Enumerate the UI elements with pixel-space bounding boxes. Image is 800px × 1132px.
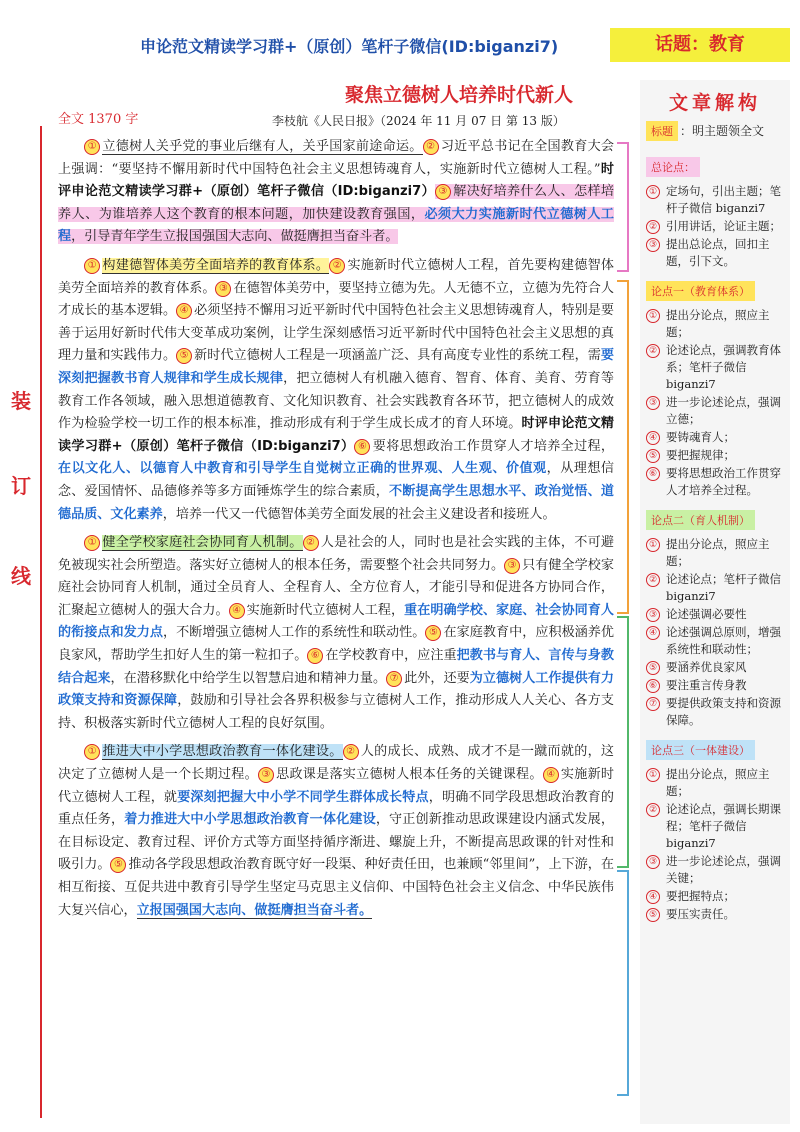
title-note (646, 121, 784, 141)
item-number: ② (646, 573, 660, 587)
sentence: 必须坚持不懈用习近平新时代中国特色社会主义思想铸魂育人，特别是要善于运用好新时代伟大变革成功案例，让学生深刻感悟习近平新时代中国特色社会主义思想的真理力量和实践伟力。 (58, 303, 615, 364)
list-item (646, 571, 784, 605)
item-number: ② (646, 344, 660, 358)
item-text: 要把握特点； (666, 889, 735, 903)
key-phrase: 立报国强国大志向、做挺膺担当奋斗者。 (136, 902, 373, 918)
sub-thesis: 推进大中小学思想政治教育一体化建设。 (102, 744, 343, 760)
item-text: 提出分论点，照应主题； (666, 767, 770, 798)
item-number: ③ (646, 855, 660, 869)
sentence: ，把立德树人有机融入德育、智育、体育、美育、劳育等教育工作各领域，融入思想道德教育、文化知识教育、社会实践教育各环节，把立德树人的成效作为检验学校一切工作的根本标准，推动形成有利于学生成长成才的育人环境。 (58, 370, 615, 432)
sentence: ，不断增强立德树人工作的系统性和联动性。 (162, 625, 426, 641)
sentence: 实施新时代立德树人工程，首先要构建德智体美劳全面培养的教育体系。 (58, 257, 615, 296)
article-source: 李枝航《人民日报》（2024 年 11 月 07 日 第 13 版） (272, 114, 565, 128)
group-title: 申论范文精读学习群+（原创）笔杆子微信(ID:biganzi7) (140, 37, 559, 56)
key-phrase: 要深刻把握教书育人规律和学生成长规律 (58, 348, 615, 386)
list-item (646, 465, 784, 499)
item-number: ① (646, 185, 660, 199)
sentence: ，守正创新推动思政课建设内涵式发展，在目标设定、教育过程、评价方式等方面坚持循序渐进、螺旋上升，不断提高思政课的针对性和吸引力。 (58, 812, 615, 873)
key-phrase: 必须大力实施新时代立德树人工程 (58, 206, 615, 245)
sentence: 实施新时代立德树人工程，就 (58, 767, 615, 805)
item-text: 提出总论点，回扣主题，引下文。 (666, 237, 770, 268)
sentence: 在家庭教育中，应积极涵养优良家风，帮助学生扣好人生的第一粒扣子。 (58, 625, 615, 664)
paragraph-point-1 (58, 255, 614, 526)
sentence: 实施新时代立德树人工程， (246, 602, 405, 618)
sentence-number: ⑦ (386, 671, 402, 687)
sentence: 立德树人关乎党的事业后继有人，关乎国家前途命运。 (102, 139, 423, 154)
item-text: 论述论点；笔杆子微信 biganzi7 (666, 572, 781, 603)
binding-line (40, 126, 42, 1118)
sentence: ，鼓励和引导社会各界积极参与立德树人工作，推动形成人人关心、各方支持、积极落实新时代立德树人工程的良好氛围。 (58, 693, 615, 731)
sentence-number: ④ (176, 303, 192, 319)
item-number: ① (646, 309, 660, 323)
item-text: 要涵养优良家风 (666, 660, 747, 674)
page-header (0, 8, 800, 64)
item-text: 提出分论点，照应主题； (666, 537, 770, 568)
sentence-number: ② (329, 258, 345, 274)
list-item (646, 677, 784, 694)
item-text: 要将思想政治工作贯穿人才培养全过程。 (666, 466, 781, 497)
sentence: ，培养一代又一代德智体美劳全面发展的社会主义建设者和接班人。 (162, 506, 556, 522)
list-item (646, 888, 784, 905)
list-item (646, 536, 784, 570)
promo-text: 时评申论范文精读学习群+（原创）笔杆子微信（ID:biganzi7） (58, 416, 615, 454)
list-item (646, 801, 784, 852)
section-bracket-intro (617, 142, 629, 272)
list-item (646, 394, 784, 428)
item-number: ⑥ (646, 679, 660, 693)
sentence: 在德智体美劳中，要坚持立德为先。人无德不立，立德为先符合人才成长的基本逻辑。 (58, 280, 615, 319)
sentence: 解决好培养什么人、怎样培养人、为谁培养人这个教育的根本问题，加快建设教育强国， (58, 184, 614, 222)
list-item (646, 624, 784, 658)
item-number: ⑤ (646, 449, 660, 463)
sentence: 习近平总书记在全国教育大会上强调：“要坚持不懈用新时代中国特色社会主义思想铸魂育人，实施新时代立德树人工程。” (58, 139, 615, 177)
item-number: ③ (646, 396, 660, 410)
item-number: ⑦ (646, 697, 660, 711)
section-bracket-point-1 (617, 280, 629, 614)
sentence-number: ③ (435, 184, 451, 200)
key-phrase: 重在明确学校、家庭、社会协同育人的衔接点和发力点 (58, 602, 615, 641)
structure-sidebar (640, 80, 790, 1124)
list-item (646, 429, 784, 446)
article-title: 聚焦立德树人培养时代新人 (345, 84, 574, 106)
list-item (646, 853, 784, 887)
list-item (646, 659, 784, 676)
section-bracket-point-3 (617, 870, 629, 1096)
item-text: 论述论点，强调教育体系；笔杆子微信 biganzi7 (666, 343, 781, 391)
item-text: 要压实责任。 (666, 907, 735, 921)
sentence: 新时代立德树人工程是一项涵盖广泛、具有高度专业性的系统工程，需 (194, 348, 601, 364)
list-item (646, 218, 784, 235)
item-number: ④ (646, 431, 660, 445)
section-tag-intro: 总论点： (646, 157, 700, 177)
title-note-text: ：明主题领全文 (680, 124, 765, 138)
item-text: 进一步论述论点，强调立德； (666, 395, 781, 426)
sentence: 思政课是落实立德树人根本任务的关键课程。 (275, 767, 543, 783)
section-tag-point-2: 论点二（育人机制） (646, 510, 755, 530)
item-text: 论述论点，强调长期课程；笔杆子微信 biganzi7 (666, 802, 781, 850)
sentence-number: ③ (504, 558, 520, 574)
binding-char-2: 订 (11, 474, 31, 498)
sentence-number: ⑤ (425, 625, 441, 641)
sentence-number: ② (343, 744, 359, 760)
item-number: ⑤ (646, 908, 660, 922)
sentence-number: ③ (215, 281, 231, 297)
sentence-number: ③ (258, 767, 274, 783)
item-text: 论述强调必要性 (666, 607, 747, 621)
paragraph-point-2 (58, 532, 614, 735)
item-number: ④ (646, 890, 660, 904)
sentence-number: ⑤ (176, 348, 192, 364)
sentence: ，在潜移默化中给学生以智慧启迪和精神力量。 (110, 670, 387, 686)
section-list-point-3 (646, 766, 784, 923)
item-number: ④ (646, 626, 660, 640)
list-item (646, 183, 784, 217)
sentence: ，引导青年学生立报国强国大志向、做挺膺担当奋斗者。 (71, 229, 399, 245)
key-phrase: 把教书与育人、言传与身教结合起来 (58, 648, 615, 686)
list-item (646, 606, 784, 623)
section-bracket-point-2 (617, 616, 629, 868)
sentence: 只有健全学校家庭社会协同育人机制，通过全员育人、全程育人、全方位育人，才能引导和促进各方协同合作，汇聚起立德树人的强大合力。 (58, 557, 615, 618)
sentence-number: ① (84, 139, 100, 155)
item-number: ⑥ (646, 467, 660, 481)
key-phrase: 着力推进大中小学思想政治教育一体化建设 (124, 812, 376, 828)
title-tag: 标题 (646, 121, 678, 141)
paragraph-intro (58, 136, 614, 249)
section-list-point-2 (646, 536, 784, 729)
key-phrase: 不断提高学生思想水平、政治觉悟、道德品质、文化素养 (58, 483, 615, 522)
item-text: 进一步论述论点，强调关键； (666, 854, 781, 885)
item-number: ③ (646, 608, 660, 622)
item-text: 引用讲话，论证主题； (666, 219, 781, 233)
sentence-number: ① (84, 258, 100, 274)
sentence-number: ④ (229, 603, 245, 619)
item-text: 定场句，引出主题；笔杆子微信 biganzi7 (666, 184, 781, 215)
sentence: ，明确不同学段思想政治教育的重点任务， (58, 789, 615, 828)
section-tag-point-1: 论点一（教育体系） (646, 281, 755, 301)
sentence: 此外，还要 (404, 670, 470, 686)
list-item (646, 695, 784, 729)
topic-badge: 话题：教育 (610, 28, 790, 62)
sentence: 人的成长、成熟、成才不是一蹴而就的，这决定了立德树人是一个长期过程。 (58, 744, 614, 783)
section-tag-point-3: 论点三（一体建设） (646, 740, 755, 760)
sentence: 在学校教育中，应注重 (325, 648, 457, 664)
sidebar-title: 文章解构 (668, 92, 761, 114)
item-number: ① (646, 538, 660, 552)
sentence-number: ① (84, 744, 100, 760)
section-list-point-1 (646, 307, 784, 499)
item-text: 提出分论点，照应主题； (666, 308, 770, 339)
item-number: ③ (646, 238, 660, 252)
sentence: ，从理想信念、爱国情怀、品德修养等多方面锤炼学生的综合素质， (58, 461, 615, 499)
sentence: 推动各学段思想政治教育既守好一段渠、种好责任田，也兼顾“邻里间”，上下游，在相互衔接、互促共进中教育引导学生坚定马克思主义信仰、中国特色社会主义信念、中华民族伟大复兴信心， (58, 857, 615, 918)
sentence-number: ① (84, 535, 100, 551)
list-item (646, 906, 784, 923)
item-number: ⑤ (646, 661, 660, 675)
section-list-intro (646, 183, 784, 270)
sub-thesis: 健全学校家庭社会协同育人机制。 (102, 535, 303, 551)
key-phrase: 为立德树人工作提供有力政策支持和资源保障 (58, 670, 615, 709)
binding-char-1: 装 (11, 389, 31, 413)
sentence-number: ② (423, 139, 439, 155)
item-text: 要提供政策支持和资源保障。 (666, 696, 781, 727)
list-item (646, 342, 784, 393)
word-count: 全文 1370 字 (58, 112, 139, 127)
sentence-number: ⑥ (354, 439, 370, 455)
sentence-number: ④ (543, 767, 559, 783)
item-text: 要把握规律； (666, 448, 735, 462)
sentence: 要将思想政治工作贯穿人才培养全过程， (372, 438, 615, 454)
key-phrase: 在以文化人、以德育人中教育和引导学生自觉树立正确的世界观、人生观、价值观 (58, 461, 547, 477)
item-text: 要注重言传身教 (666, 678, 747, 692)
item-text: 要铸魂育人； (666, 430, 735, 444)
item-text: 论述强调总原则，增强系统性和联动性； (666, 625, 781, 656)
sentence-number: ② (303, 535, 319, 551)
paragraph-point-3 (58, 741, 614, 922)
list-item (646, 447, 784, 464)
sentence-number: ⑤ (110, 857, 126, 873)
binding-char-3: 线 (11, 564, 31, 588)
sentence: 人是社会的人，同时也是社会实践的主体，不可避免被现实社会所塑造。落实好立德树人的根本任务，需要整个社会共同努力。 (58, 535, 615, 573)
list-item (646, 236, 784, 270)
item-number: ② (646, 220, 660, 234)
item-number: ② (646, 803, 660, 817)
key-phrase: 要深刻把握大中小学不同学生群体成长特点 (177, 789, 429, 805)
list-item (646, 307, 784, 341)
item-number: ① (646, 768, 660, 782)
article-body (58, 136, 614, 928)
list-item (646, 766, 784, 800)
sub-thesis: 构建德智体美劳全面培养的教育体系。 (102, 257, 330, 273)
promo-text: 时评申论范文精读学习群+（原创）笔杆子微信（ID:biganzi7） (58, 161, 614, 200)
sentence-number: ⑥ (307, 648, 323, 664)
